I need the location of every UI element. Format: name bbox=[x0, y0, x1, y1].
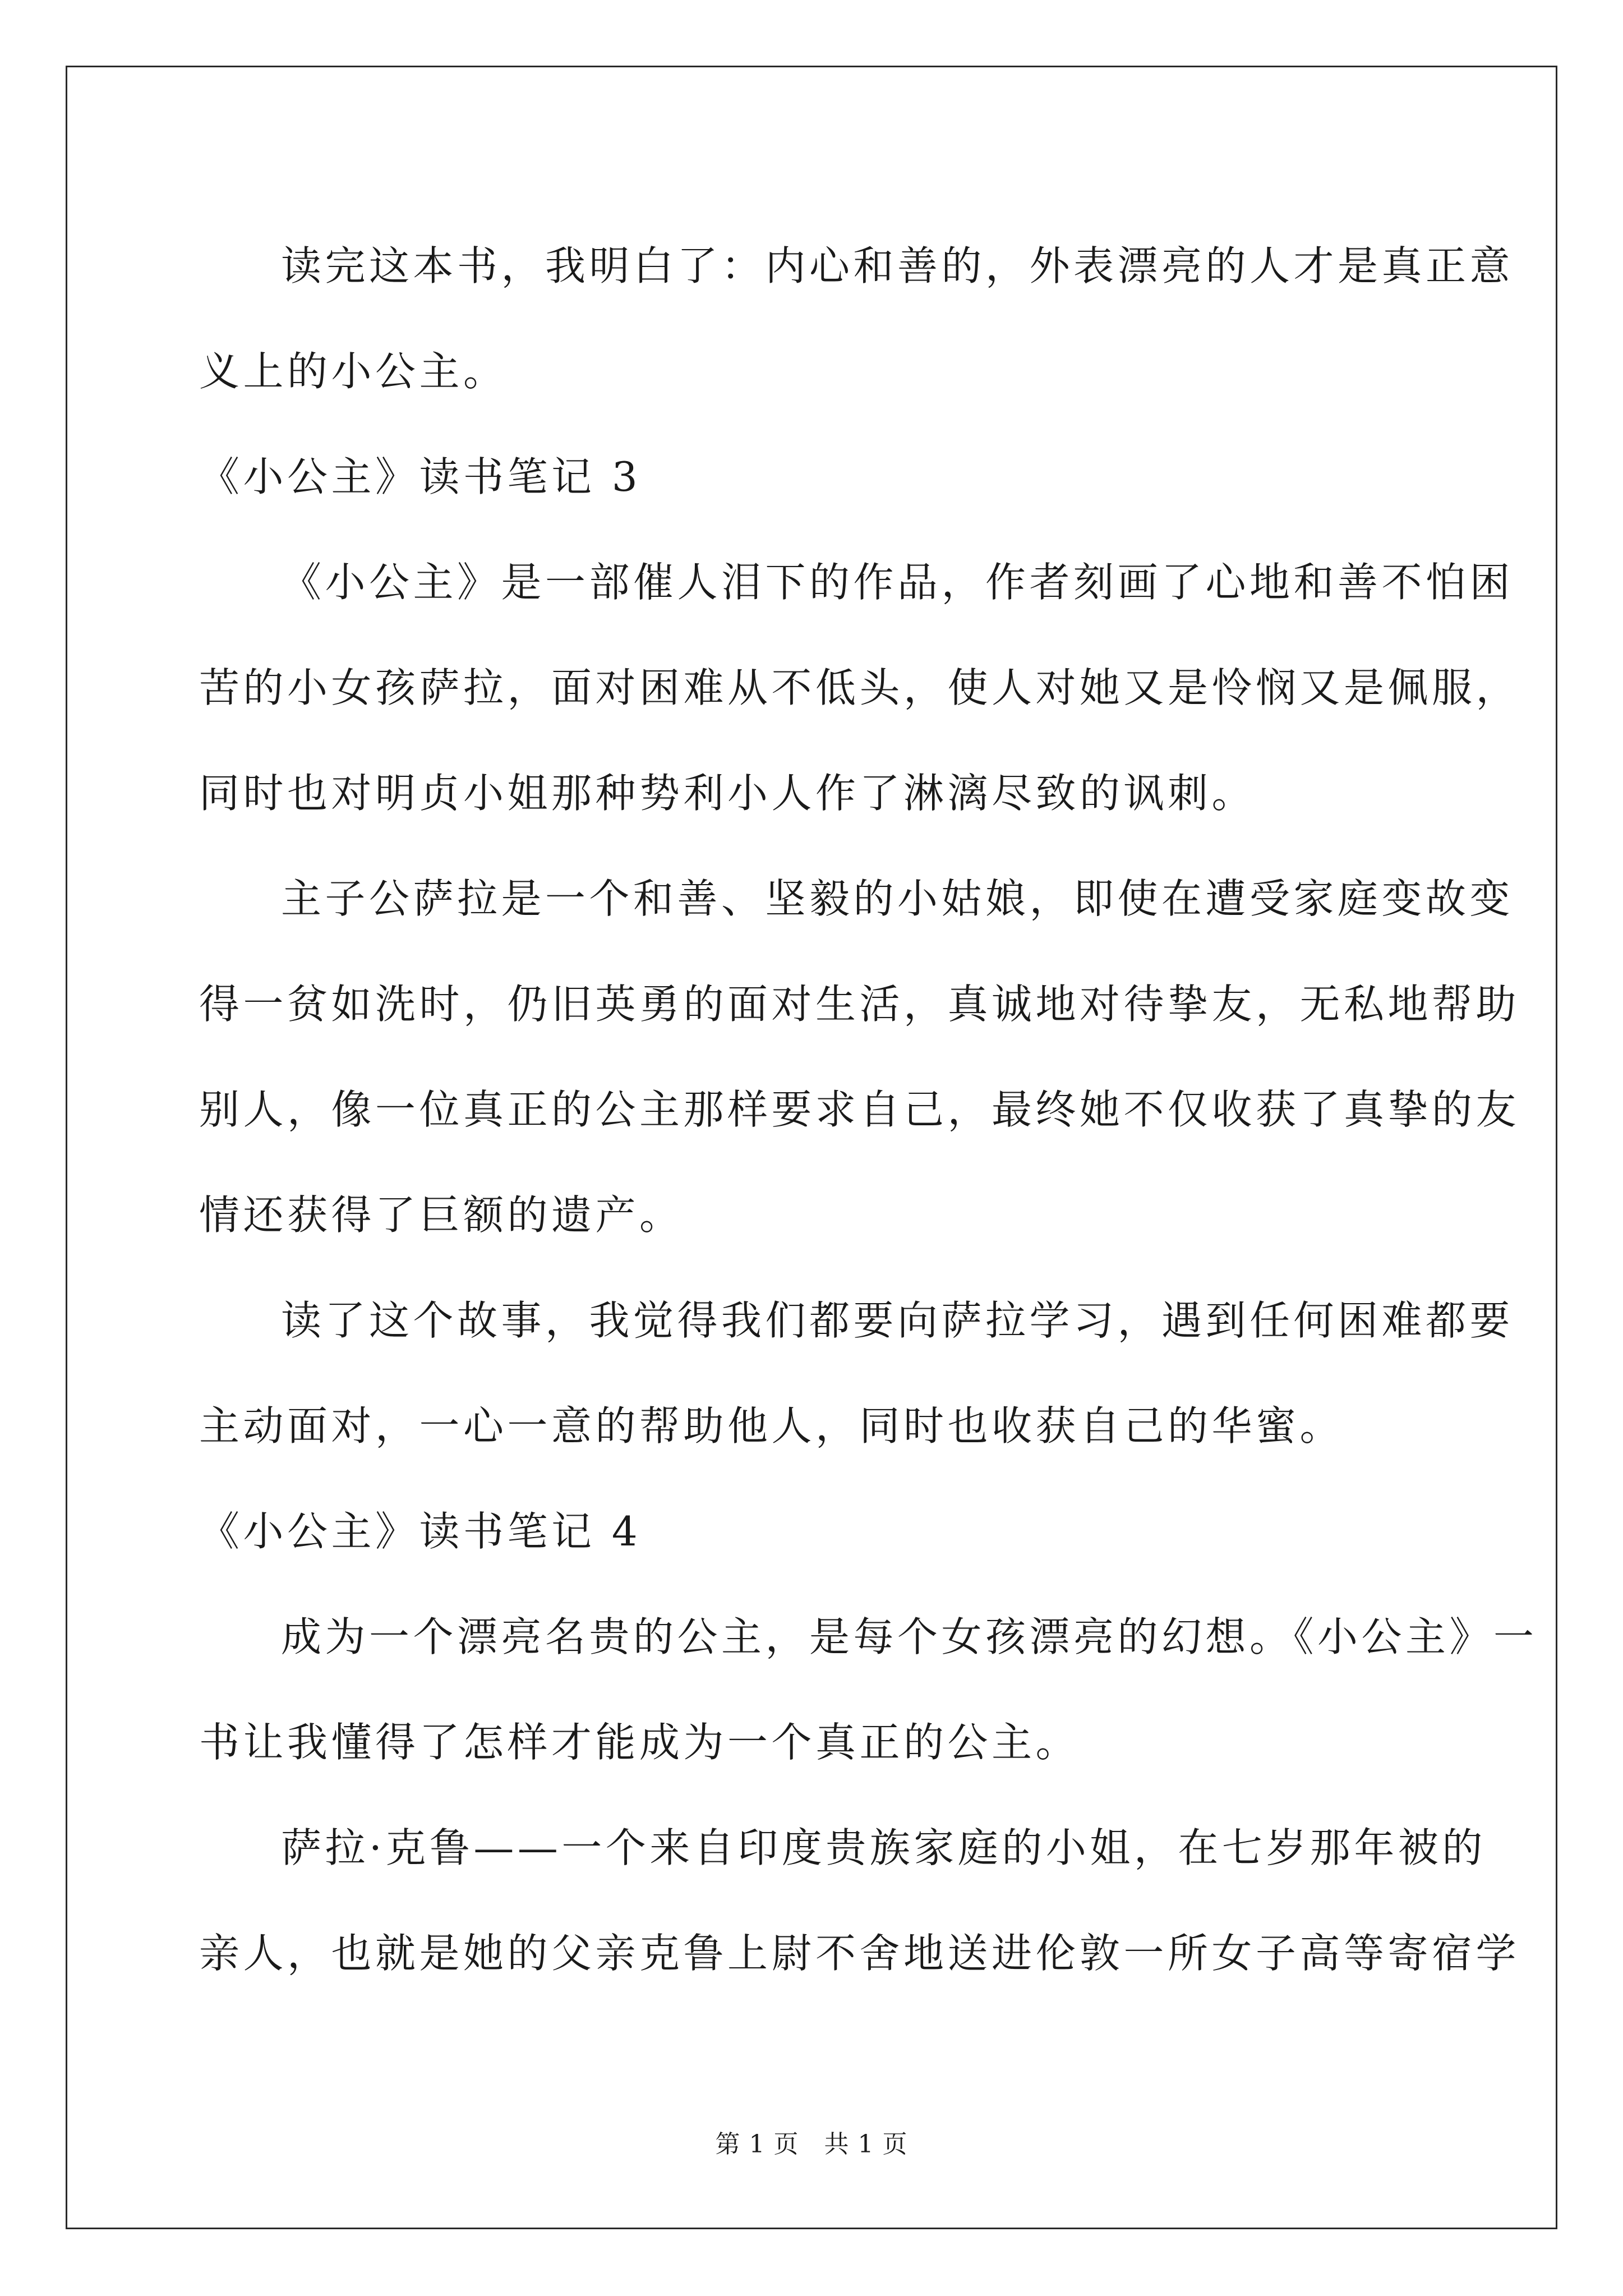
text-line: 读完这本书，我明白了：内心和善的，外表漂亮的人才是真正意 bbox=[281, 242, 1514, 289]
text-line: 萨拉·克鲁——一个来自印度贵族家庭的小姐，在七岁那年被的 bbox=[281, 1824, 1486, 1871]
section-heading: 《小公主》读书笔记 4 bbox=[199, 1508, 642, 1555]
text-line: 成为一个漂亮名贵的公主，是每个女孩漂亮的幻想。《小公主》一 bbox=[281, 1613, 1538, 1660]
text-line: 亲人，也就是她的父亲克鲁上尉不舍地送进伦敦一所女子高等寄宿学 bbox=[199, 1930, 1520, 1977]
text-line: 主子公萨拉是一个和善、坚毅的小姑娘，即使在遭受家庭变故变 bbox=[281, 875, 1514, 922]
text-line: 苦的小女孩萨拉，面对困难从不低头，使人对她又是怜悯又是佩服， bbox=[199, 664, 1520, 711]
text-line: 义上的小公主。 bbox=[199, 348, 508, 395]
text-line: 得一贫如洗时，仍旧英勇的面对生活，真诚地对待挚友，无私地帮助 bbox=[199, 981, 1520, 1028]
text-line: 情还获得了巨额的遗产。 bbox=[199, 1191, 684, 1239]
text-line: 主动面对，一心一意的帮助他人，同时也收获自己的华蜜。 bbox=[199, 1402, 1344, 1450]
page-number-footer: 第 1 页 共 1 页 bbox=[715, 2130, 908, 2159]
text-line: 《小公主》是一部催人泪下的作品，作者刻画了心地和善不怕困 bbox=[281, 559, 1514, 606]
document-body bbox=[199, 213, 1538, 2006]
text-line: 读了这个故事，我觉得我们都要向萨拉学习，遇到任何困难都要 bbox=[281, 1297, 1514, 1344]
section-heading: 《小公主》读书笔记 3 bbox=[199, 453, 642, 500]
text-line: 同时也对明贞小姐那种势利小人作了淋漓尽致的讽刺。 bbox=[199, 770, 1256, 817]
text-line: 别人，像一位真正的公主那样要求自己，最终她不仅收获了真挚的友 bbox=[199, 1086, 1520, 1133]
text-line: 书让我懂得了怎样才能成为一个真正的公主。 bbox=[199, 1719, 1080, 1766]
